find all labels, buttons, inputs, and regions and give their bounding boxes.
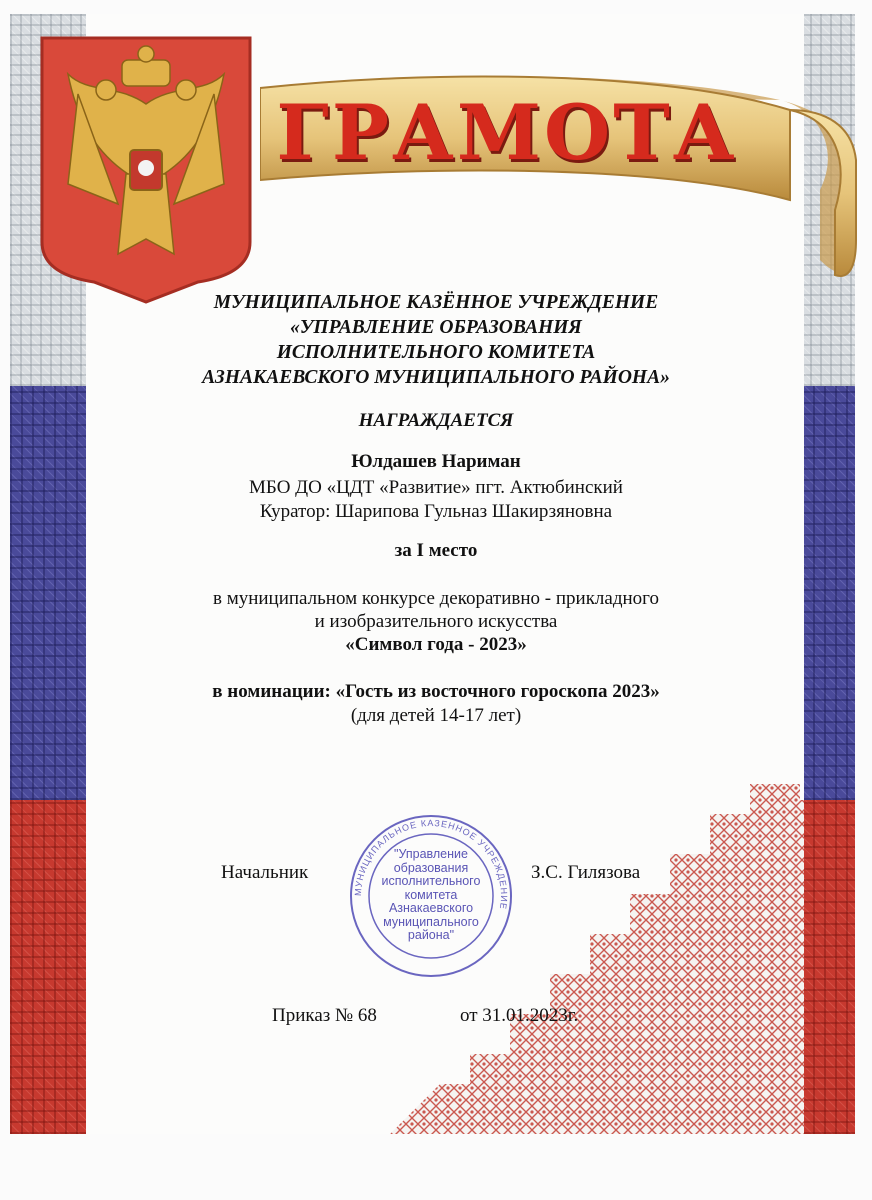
order-number: Приказ № 68 [272, 1005, 377, 1026]
stamp-ring-text: МУНИЦИПАЛЬНОЕ КАЗЕННОЕ УЧРЕЖДЕНИЕ [352, 817, 510, 911]
signature-role: Начальник [221, 862, 309, 883]
contest-line-1: в муниципальном конкурсе декоративно - прикладного [212, 588, 660, 609]
certificate-title: ГРАМОТА [276, 88, 738, 177]
stamp-text: "Управление образования исполнительного комитета Азнакаевского муниципального района" [381, 847, 481, 942]
organization-name: МУНИЦИПАЛЬНОЕ КАЗЁННОЕ УЧРЕЖДЕНИЕ «УПРАВЛЕНИЕ ОБРАЗОВАНИЯ ИСПОЛНИТЕЛЬНОГО КОМИТЕТА АЗНАКАЕВСКОГО МУНИЦИПАЛЬНОГО РАЙОНА» [202, 292, 670, 388]
recipient-curator: Куратор: Шарипова Гульназ Шакирзяновна [259, 501, 613, 522]
signature-name: З.С. Гилязова [531, 862, 641, 883]
award-place: за I место [394, 540, 478, 561]
awarded-label: НАГРАЖДАЕТСЯ [358, 410, 514, 431]
recipient-name: Юлдашев Нариман [351, 451, 521, 472]
nomination: в номинации: «Гость из восточного гороскопа 2023» [212, 681, 660, 702]
recipient-school: МБО ДО «ЦДТ «Развитие» пгт. Актюбинский [249, 477, 623, 498]
coat-of-arms-icon [38, 34, 254, 304]
contest-line-2: и изобразительного искусства [314, 611, 558, 632]
contest-title: «Символ года - 2023» [345, 634, 527, 655]
age-group: (для детей 14-17 лет) [350, 705, 522, 726]
order-date: от 31.01.2023г. [460, 1005, 579, 1026]
